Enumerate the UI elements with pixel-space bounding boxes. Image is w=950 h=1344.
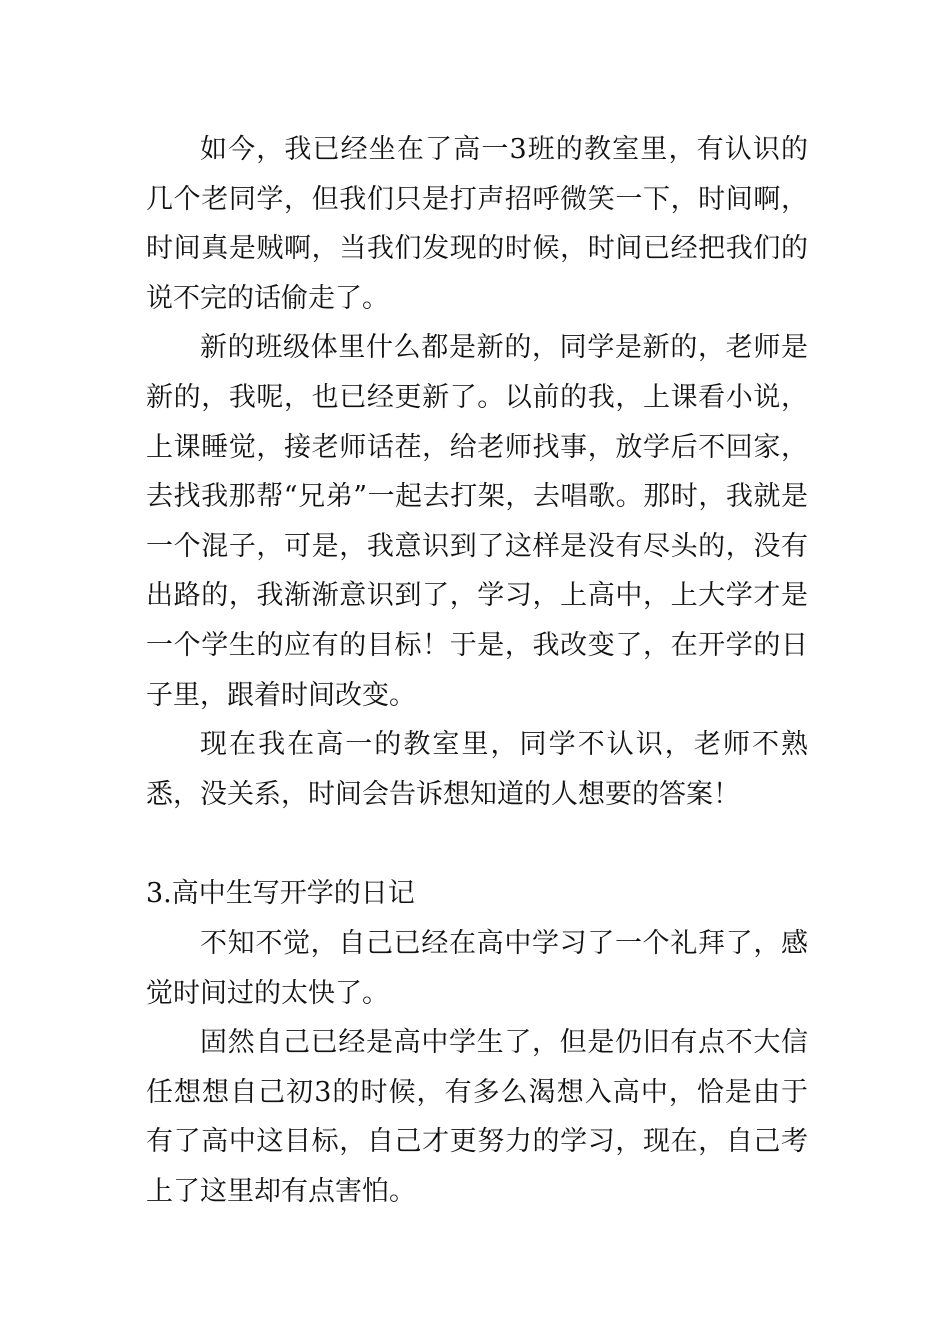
paragraph-time-answer: 现在我在高一的教室里，同学不认识，老师不熟悉，没关系，时间会告诉想知道的人想要的答案！ [146, 729, 808, 810]
section-heading: 3.高中生写开学的日记 [146, 878, 415, 910]
document-body [146, 125, 808, 1216]
paragraph-one-week: 不知不觉，自己已经在高中学习了一个礼拜了，感觉时间过的太快了。 [146, 927, 808, 1009]
paragraph-high-school-goal: 固然自己已经是高中学生了，但是仍旧有点不大信任想想自己初3的时候，有多么渴想入高中，恰是由于有了高中这目标，自己才更努力的学习，现在，自己考上了这里却有点害怕。 [146, 1027, 808, 1207]
paragraph-classroom: 如今，我已经坐在了高一3班的教室里，有认识的几个老同学，但我们只是打声招呼微笑一下，时间啊，时间真是贼啊，当我们发现的时候，时间已经把我们的说不完的话偷走了。 [146, 134, 808, 314]
paragraph-new-class: 新的班级体里什么都是新的，同学是新的，老师是新的，我呢，也已经更新了。以前的我，上课看小说，上课睡觉，接老师话茬，给老师找事，放学后不回家，去找我那帮“兄弟”一起去打架，去唱歌。那时，我就是一个混子，可是，我意识到了这样是没有尽头的，没有出路的，我渐渐意识到了，学习，上高中，上大学才是一个学生的应有的目标！于是，我改变了，在开学的日子里，跟着时间改变。 [146, 332, 808, 711]
